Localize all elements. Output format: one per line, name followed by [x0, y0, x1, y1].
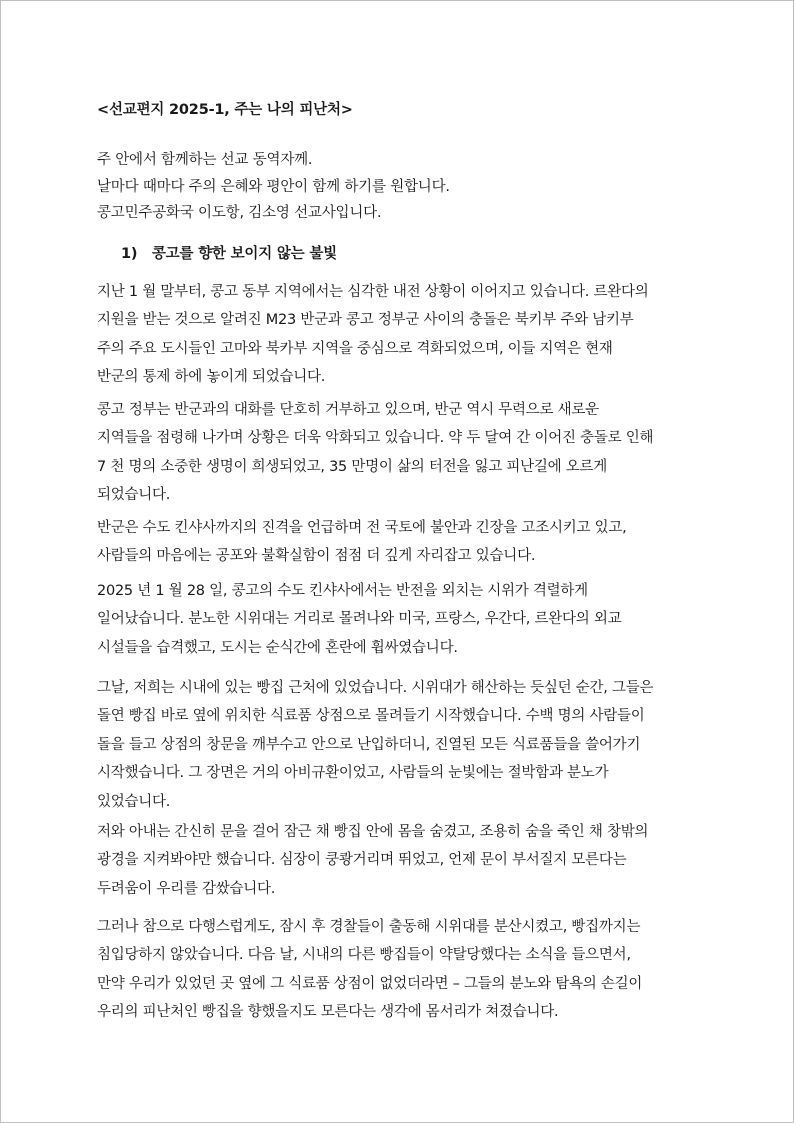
paragraph-line: 일어났습니다. 분노한 시위대는 거리로 몰려나와 미국, 프랑스, 우간다, 르완다의 외교 — [97, 611, 622, 628]
paragraph-line: 그러나 참으로 다행스럽게도, 잠시 후 경찰들이 출동해 시위대를 분산시켰고, 빵집까지는 — [97, 919, 641, 935]
paragraph-line: 돌연 빵집 바로 옆에 위치한 식료품 상점으로 몰려들기 시작했습니다. 수백 명의 사람들이 — [97, 708, 645, 725]
paragraph-line: 지난 1 월 말부터, 콩고 동부 지역에서는 심각한 내전 상황이 이어지고 있습니다. 르완다의 — [97, 284, 649, 300]
paragraph-line: 7 천 명의 소중한 생명이 희생되었고, 35 만명이 삶의 터전을 잃고 피난길에 오르게 — [97, 458, 608, 475]
paragraph-line: 주의 주요 도시들인 고마와 북카부 지역을 중심으로 격화되었으며, 이들 지역은 현재 — [97, 340, 613, 357]
paragraph-line: 만약 우리가 있었던 곳 옆에 그 식료품 상점이 없었더라면 – 그들의 분노와 탐욕의 손길이 — [97, 975, 643, 992]
paragraph-line: 지역들을 점령해 나가며 상황은 더욱 악화되고 있습니다. 약 두 달여 간 이어진 충돌로 인해 — [97, 430, 654, 447]
paragraph-line: 침입당하지 않았습니다. 다음 날, 시내의 다른 빵집들이 약탈당했다는 소식을 들으면서, — [97, 947, 631, 964]
section-heading — [121, 242, 337, 263]
paragraph-line: 콩고 정부는 반군과의 대화를 단호히 거부하고 있으며, 반군 역시 무력으로 새로운 — [97, 402, 599, 418]
paragraph — [97, 278, 649, 392]
paragraph-line: 지원을 받는 것으로 알려진 M23 반군과 콩고 정부군 사이의 충돌은 북키부 주와 남키부 — [97, 312, 634, 329]
paragraph-line: 우리의 피난처인 빵집을 향했을지도 모른다는 생각에 몸서리가 쳐졌습니다. — [97, 1004, 559, 1021]
paragraph — [97, 913, 642, 1027]
paragraph-line: 저와 아내는 간신히 문을 걸어 잠근 채 빵집 안에 몸을 숨겼고, 조용히 숨을 죽인 채 창밖의 — [97, 824, 649, 840]
paragraph — [97, 818, 648, 903]
paragraph-line: 두려움이 우리를 감쌌습니다. — [97, 880, 276, 897]
section-number: 1) — [121, 246, 138, 262]
paragraph-line: 반군은 수도 킨샤사까지의 진격을 언급하며 전 국토에 불안과 긴장을 고조시키고 있고, — [97, 520, 627, 536]
paragraph-line: 시작했습니다. 그 장면은 거의 아비규환이었고, 사람들의 눈빛에는 절박함과 분노가 — [97, 765, 609, 782]
paragraph-line: 있었습니다. — [97, 793, 171, 810]
paragraph-line: 돌을 들고 상점의 창문을 깨부수고 안으로 난입하더니, 진열된 모든 식료품들을 쓸어가기 — [97, 736, 641, 753]
greeting-line: 콩고민주공화국 이도항, 김소영 선교사입니다. — [97, 205, 382, 221]
paragraph-line: 2025 년 1 월 28 일, 콩고의 수도 킨샤사에서는 반전을 외치는 시위가 격렬하게 — [97, 583, 588, 599]
greeting-block — [97, 147, 450, 227]
paragraph-line: 반군의 통제 하에 놓이게 되었습니다. — [97, 369, 326, 386]
paragraph-line: 그날, 저희는 시내에 있는 빵집 근처에 있었습니다. 시위대가 해산하는 듯싶던 순간, 그들은 — [97, 680, 654, 696]
greeting-line: 날마다 때마다 주의 은혜와 평안이 함께 하기를 원합니다. — [97, 178, 450, 195]
paragraph — [97, 674, 653, 816]
paragraph — [97, 396, 653, 510]
paragraph-line: 사람들의 마음에는 공포와 불확실함이 점점 더 깊게 자리잡고 있습니다. — [97, 548, 536, 565]
greeting-line: 주 안에서 함께하는 선교 동역자께. — [97, 152, 313, 168]
paragraph — [97, 514, 626, 571]
paragraph-line: 시설들을 습격했고, 도시는 순식간에 혼란에 휩싸였습니다. — [97, 639, 458, 656]
paragraph-line: 광경을 지켜봐야만 했습니다. 심장이 쿵쾅거리며 뛰었고, 언제 문이 부서질지 모른다는 — [97, 852, 627, 869]
paragraph — [97, 577, 621, 662]
paragraph-line: 되었습니다. — [97, 487, 171, 504]
letter-title: <선교편지 2025-1, 주는 나의 피난처> — [97, 102, 353, 118]
section-title: 콩고를 향한 보이지 않는 불빛 — [151, 246, 337, 262]
